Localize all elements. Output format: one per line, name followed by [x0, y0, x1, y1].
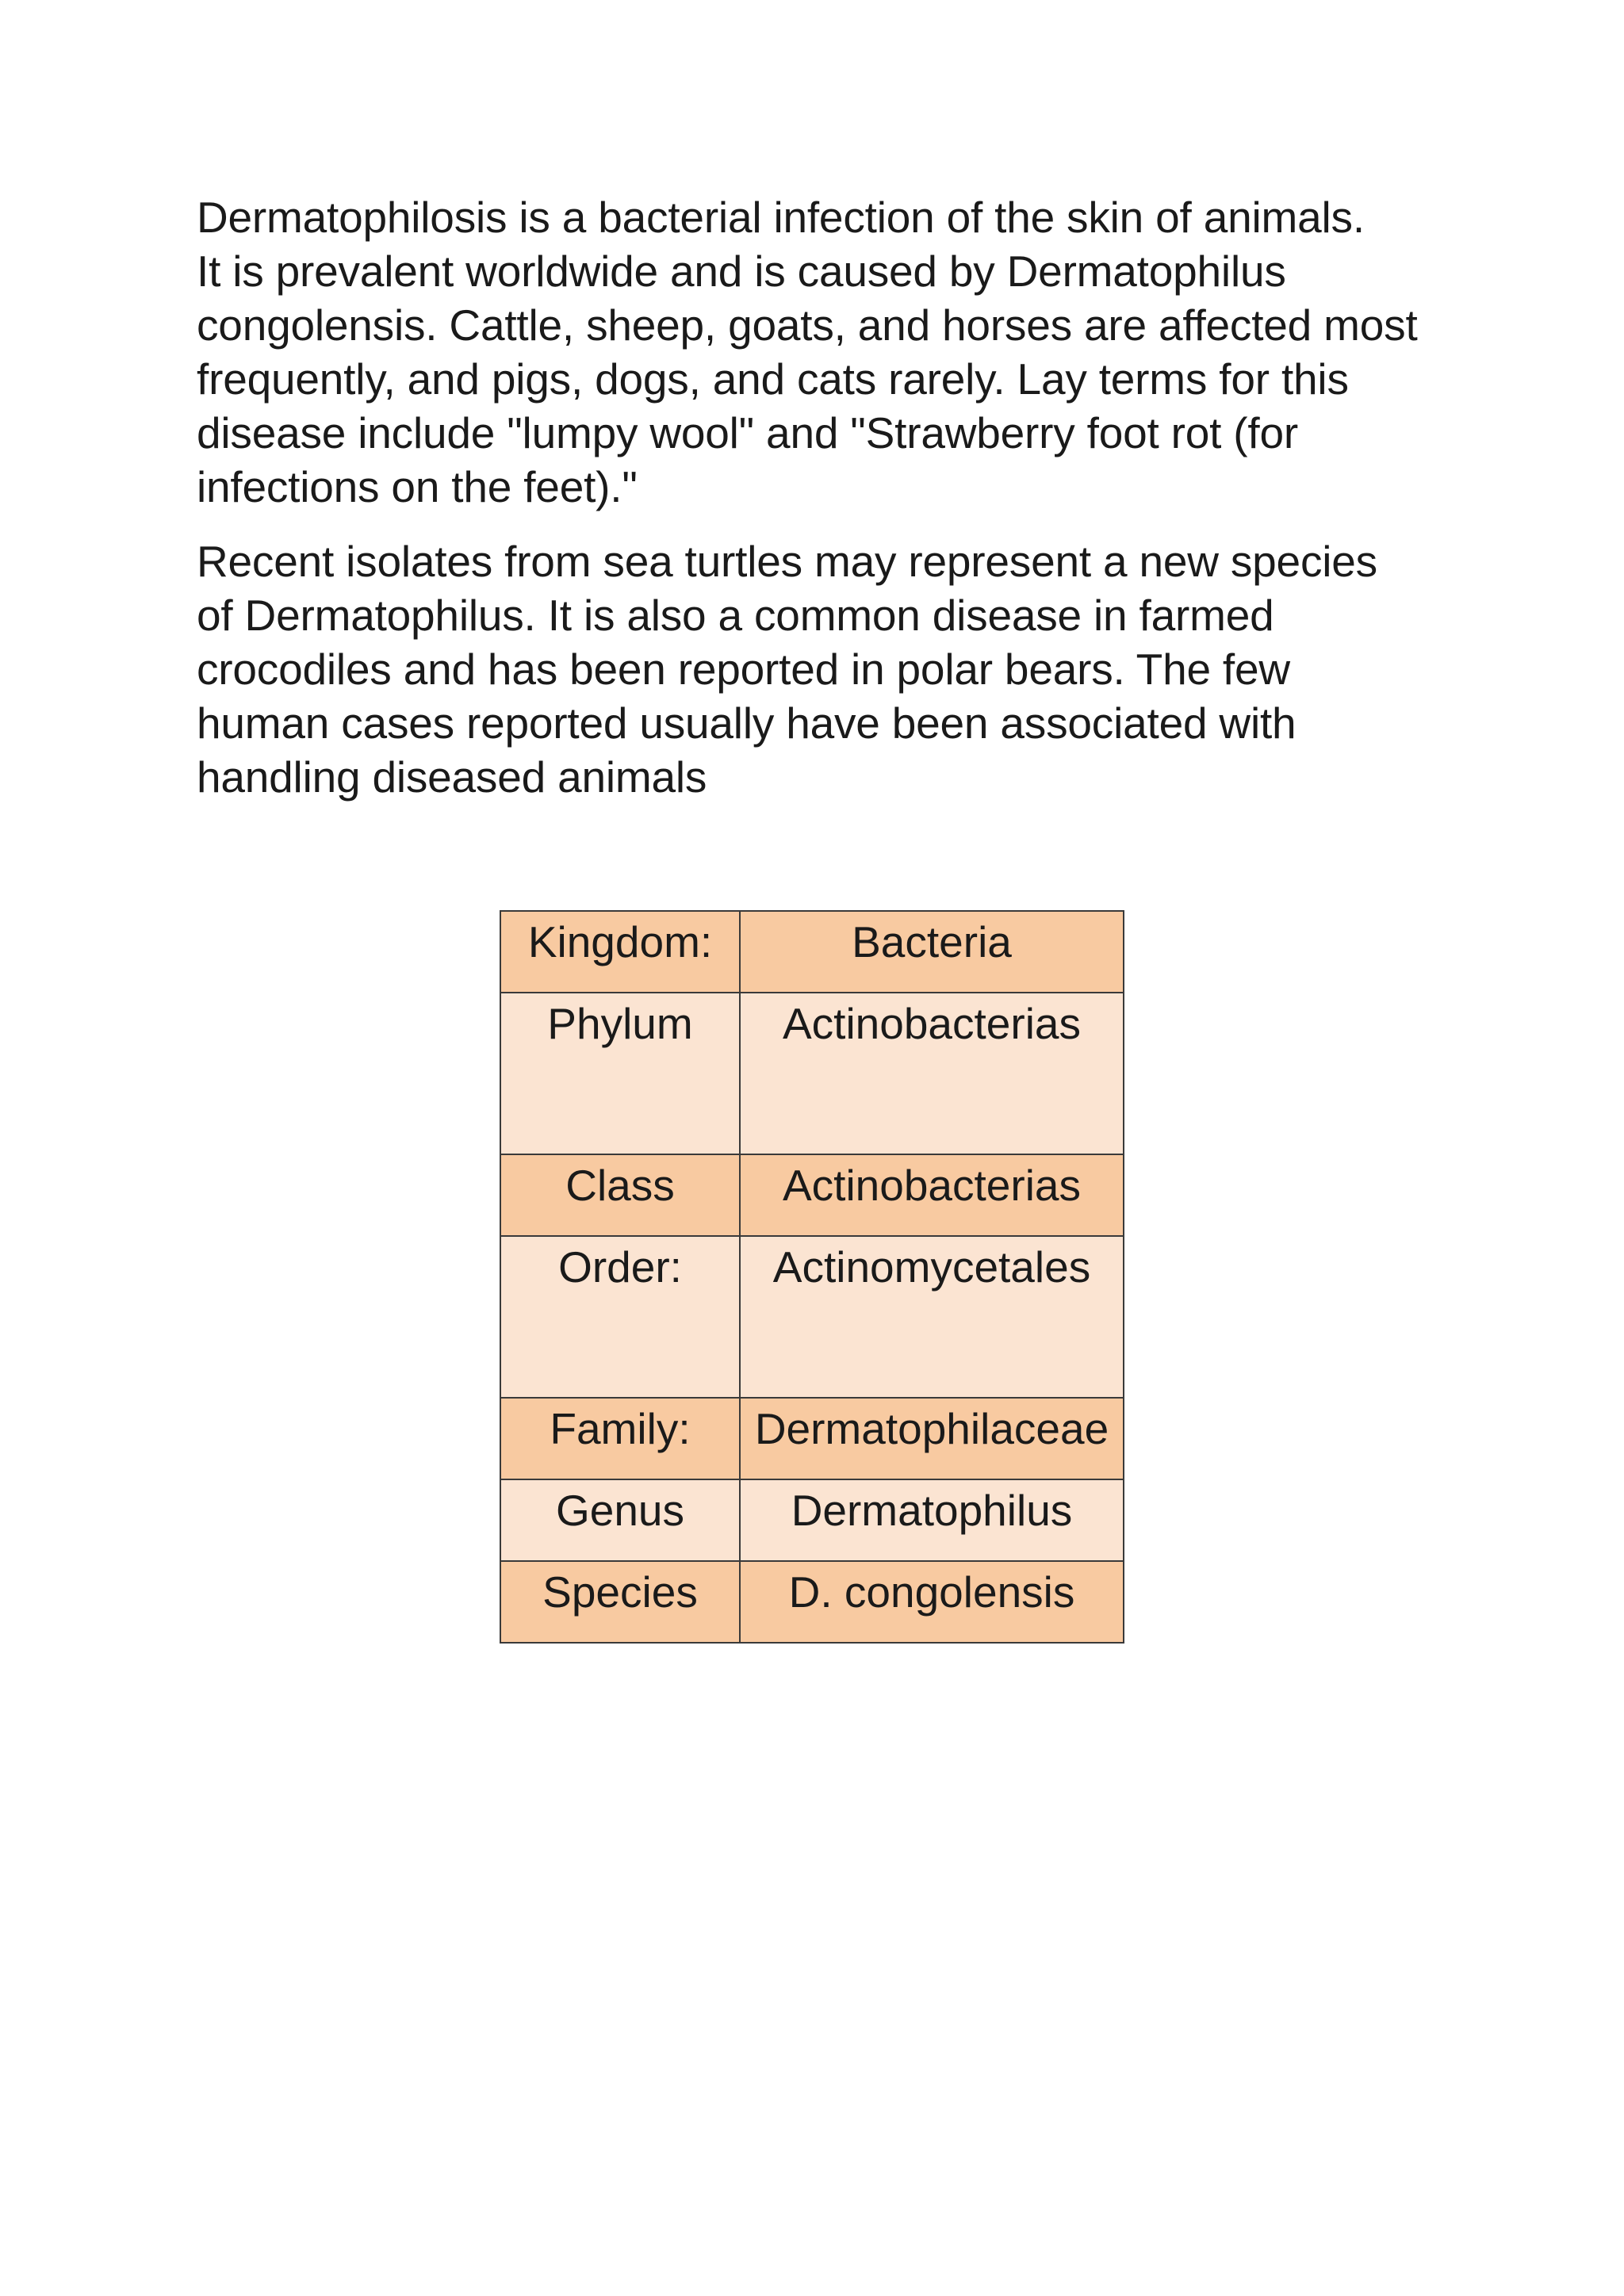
rank-value: Actinobacterias: [782, 999, 1082, 1048]
rank-cell: [500, 1479, 740, 1561]
text-line: It is prevalent worldwide and is caused by Dermatophilus: [197, 247, 1286, 296]
body-text: [197, 190, 1450, 804]
text-line: of Dermatophilus. It is also a common disease in farmed: [197, 591, 1274, 640]
value-cell: [740, 1561, 1124, 1643]
taxonomy-table: [500, 910, 1124, 1644]
value-cell: [740, 993, 1124, 1154]
rank-label: Class: [565, 1161, 675, 1210]
rank-cell: [500, 993, 740, 1154]
rank-label: Species: [542, 1567, 698, 1617]
text-line: human cases reported usually have been associated with: [197, 698, 1297, 748]
rank-cell: [500, 1236, 740, 1398]
rank-cell: [500, 1398, 740, 1479]
value-cell: [740, 1479, 1124, 1561]
rank-cell: [500, 1561, 740, 1643]
value-cell: [740, 1236, 1124, 1398]
paragraph-intro: [197, 190, 1450, 514]
rank-value: Dermatophilaceae: [754, 1404, 1109, 1453]
table-row-order: [500, 1236, 1124, 1398]
table-row-family: [500, 1398, 1124, 1479]
value-cell: [740, 1398, 1124, 1479]
rank-cell: [500, 911, 740, 993]
value-cell: [740, 1154, 1124, 1236]
text-line: Dermatophilosis is a bacterial infection of the skin of animals.: [197, 193, 1365, 242]
rank-value: Actinomycetales: [772, 1242, 1091, 1292]
table-row-kingdom: [500, 911, 1124, 993]
text-line: disease include "lumpy wool" and "Strawberry foot rot (for: [197, 408, 1298, 457]
text-line: crocodiles and has been reported in polar bears. The few: [197, 645, 1290, 694]
rank-label: Family:: [550, 1404, 691, 1453]
rank-cell: [500, 1154, 740, 1236]
rank-value: Dermatophilus: [791, 1486, 1073, 1535]
rank-label: Order:: [558, 1242, 682, 1292]
rank-value: Bacteria: [852, 917, 1012, 966]
rank-label: Genus: [555, 1486, 685, 1535]
rank-label: Phylum: [547, 999, 693, 1048]
paragraph-hosts: [197, 534, 1450, 804]
table-row-class: [500, 1154, 1124, 1236]
value-cell: [740, 911, 1124, 993]
rank-label: Kingdom:: [527, 917, 713, 966]
rank-value: D. congolensis: [788, 1567, 1075, 1617]
table-row-species: [500, 1561, 1124, 1643]
text-line: infections on the feet).": [197, 462, 638, 511]
table-row-phylum: [500, 993, 1124, 1154]
text-line: Recent isolates from sea turtles may represent a new species: [197, 537, 1377, 586]
table-row-genus: [500, 1479, 1124, 1561]
text-line: frequently, and pigs, dogs, and cats rarely. Lay terms for this: [197, 354, 1349, 404]
text-line: handling diseased animals: [197, 752, 707, 802]
text-line: congolensis. Cattle, sheep, goats, and horses are affected most: [197, 300, 1418, 350]
rank-value: Actinobacterias: [782, 1161, 1082, 1210]
